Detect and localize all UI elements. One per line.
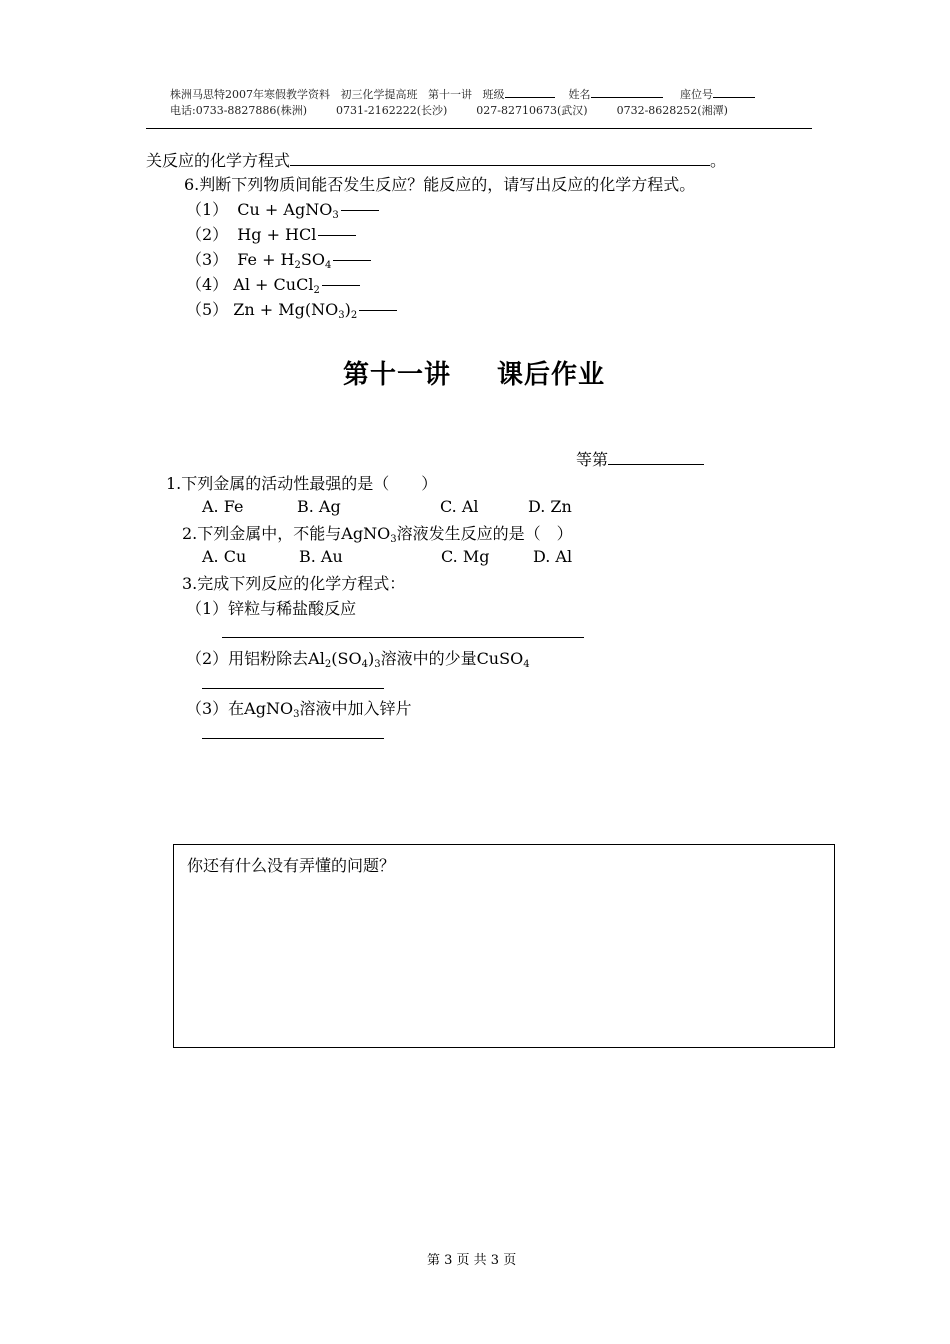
- page-footer: 第 3 页 共 3 页: [427, 1253, 517, 1268]
- hw-q2-option-d: D. Al: [533, 547, 573, 566]
- grade-line: [576, 446, 704, 470]
- continuation-line: [146, 147, 726, 171]
- q6-item-num: （1）: [186, 200, 229, 219]
- reaction-arrow-line: [322, 285, 360, 286]
- q6-item-3: [186, 247, 371, 270]
- seat-blank[interactable]: [713, 85, 755, 98]
- q6-subscript: 2: [294, 260, 301, 271]
- hw-q3-p2-sub1: 2: [324, 659, 332, 670]
- hw-q3-part-2: [186, 646, 530, 669]
- continuation-prefix: 关反应的化学方程式: [146, 151, 291, 170]
- hw-q2-subscript: 3: [390, 534, 397, 545]
- reaction-arrow-line: [333, 260, 371, 261]
- hw-q3-answer-line-2[interactable]: [202, 688, 384, 689]
- section-title-left: 第十一讲: [343, 360, 452, 390]
- hw-q1-stem: 1.下列金属的活动性最强的是（ ）: [166, 474, 438, 493]
- q6-subscript: 3: [332, 210, 339, 221]
- q6-item-num: （4）: [186, 275, 229, 294]
- q6-item-2: [186, 222, 356, 245]
- q6-formula: Hg + HCl: [237, 225, 317, 244]
- phone-xiangtan: 0732-8628252(湘潭): [616, 104, 728, 117]
- q6-formula: Fe + H: [237, 250, 295, 269]
- header-lecture: 第十一讲: [428, 88, 472, 101]
- header-org: 株洲马思特2007年寒假教学资料: [170, 88, 330, 101]
- grade-label: 等第: [576, 450, 609, 469]
- hw-q3-p3-text-b: 溶液中加入锌片: [299, 699, 412, 718]
- q6-item-num: （5）: [186, 300, 229, 319]
- hw-q3-p2-text: （2）用铝粉除去Al: [186, 649, 325, 668]
- continuation-suffix: 。: [710, 151, 727, 170]
- hw-q3-answer-line-1[interactable]: [222, 637, 584, 638]
- class-blank[interactable]: [505, 85, 555, 98]
- hw-q3-part-1: （1）锌粒与稀盐酸反应: [186, 599, 357, 618]
- phone-wuhan: 027-82710673(武汉): [476, 104, 588, 117]
- q6-subscript: 3: [338, 310, 345, 321]
- phone-zhuzhou: 电话:0733-8827886(株洲): [170, 104, 307, 117]
- hw-q1-option-b: B. Ag: [297, 497, 341, 516]
- hw-q2-stem-text-b: 溶液发生反应的是（ ）: [396, 524, 573, 543]
- hw-q3-p2-text-b: (SO: [331, 649, 362, 668]
- hw-q3-stem: 3.完成下列反应的化学方程式：: [182, 574, 406, 593]
- q6-item-1: [186, 197, 379, 220]
- q6-formula-b: SO: [300, 250, 325, 269]
- hw-q1-option-a: A. Fe: [202, 497, 244, 516]
- hw-q2-stem: [182, 521, 573, 544]
- hw-q2-option-c: C. Mg: [441, 547, 490, 566]
- section-title-right: 课后作业: [497, 360, 606, 390]
- q6-formula: Zn + Mg(NO: [233, 300, 339, 319]
- seat-label: 座位号: [679, 88, 713, 101]
- header-line-2: [170, 102, 728, 118]
- q6-item-5: [186, 297, 397, 320]
- header-line-1: [170, 85, 755, 102]
- name-label: 姓名: [568, 88, 591, 101]
- q6-subscript-b: 2: [350, 310, 358, 321]
- hw-q3-p2-sub4: 4: [523, 659, 530, 670]
- q6-item-num: （3）: [186, 250, 229, 269]
- hw-q3-p2-sub3: 3: [374, 659, 381, 670]
- reaction-arrow-line: [318, 235, 356, 236]
- q6-stem: 6.判断下列物质间能否发生反应？能反应的，请写出反应的化学方程式。: [184, 175, 696, 194]
- hw-q2-option-a: A. Cu: [202, 547, 247, 566]
- question-box[interactable]: [173, 844, 835, 1048]
- question-box-prompt: 你还有什么没有弄懂的问题？: [187, 856, 396, 875]
- phone-changsha: 0731-2162222(长沙): [336, 104, 448, 117]
- hw-q3-p2-text-c: ): [367, 649, 375, 668]
- header-divider: [146, 128, 812, 129]
- hw-q1-option-d: D. Zn: [528, 497, 572, 516]
- hw-q2-option-b: B. Au: [299, 547, 343, 566]
- reaction-arrow-line: [341, 210, 379, 211]
- name-blank[interactable]: [591, 85, 663, 98]
- hw-q3-answer-line-3[interactable]: [202, 738, 384, 739]
- q6-formula: Cu + AgNO: [237, 200, 333, 219]
- q6-item-num: （2）: [186, 225, 229, 244]
- q6-formula: Al + CuCl: [233, 275, 314, 294]
- hw-q3-p3-text: （3）在AgNO: [186, 699, 294, 718]
- hw-q2-stem-text: 2.下列金属中，不能与AgNO: [182, 524, 391, 543]
- header-course: 初三化学提高班: [340, 88, 418, 101]
- q6-item-4: [186, 272, 360, 295]
- continuation-blank[interactable]: [290, 147, 710, 166]
- q6-subscript: 2: [313, 285, 320, 296]
- q6-subscript-b: 4: [324, 260, 332, 271]
- hw-q3-part-3: [186, 696, 412, 719]
- hw-q3-p3-sub1: 3: [293, 709, 300, 720]
- hw-q1-option-c: C. Al: [440, 497, 479, 516]
- q6-formula-b: ): [344, 300, 351, 319]
- class-label: 班级: [482, 88, 505, 101]
- section-title: [343, 354, 605, 391]
- hw-q3-p2-text-d: 溶液中的少量CuSO: [380, 649, 524, 668]
- reaction-arrow-line: [359, 310, 397, 311]
- grade-blank[interactable]: [608, 446, 704, 465]
- hw-q3-p2-sub2: 4: [361, 659, 368, 670]
